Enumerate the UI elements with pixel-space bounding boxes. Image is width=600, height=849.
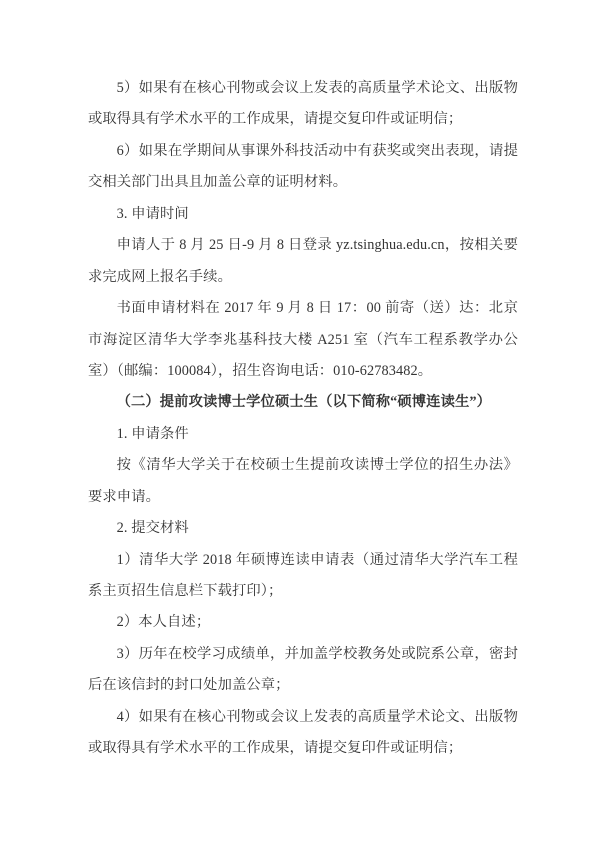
paragraph: 5）如果有在核心刊物或会议上发表的高质量学术论文、出版物或取得具有学术水平的工作成果，请提交复印件或证明信； xyxy=(88,80,518,128)
section-heading: （二）提前攻读博士学位硕士生（以下简称“硕博连读生”） xyxy=(116,394,492,411)
paragraph: 6）如果在学期间从事课外科技活动中有获奖或突出表现，请提交相关部门出具且加盖公章的证明材料。 xyxy=(88,142,518,191)
paragraph: 1）清华大学 2018 年硕博连读申请表（通过清华大学汽车工程系主页招生信息栏下载打印）； xyxy=(88,551,518,599)
paragraph: 4）如果有在核心刊物或会议上发表的高质量学术论文、出版物或取得具有学术水平的工作成果，请提交复印件或证明信； xyxy=(88,708,518,757)
paragraph: 3）历年在校学习成绩单，并加盖学校教务处或院系公章，密封后在该信封的封口处加盖公章； xyxy=(88,645,518,694)
paragraph: 2）本人自述； xyxy=(116,614,211,631)
paragraph: 按《清华大学关于在校硕士生提前攻读博士学位的招生办法》要求申请。 xyxy=(88,457,518,505)
document-content xyxy=(88,73,518,765)
paragraph: 申请人于 8 月 25 日-9 月 8 日登录 yz.tsinghua.edu.cn，按相关要求完成网上报名手续。 xyxy=(88,237,518,285)
paragraph: 2. 提交材料 xyxy=(116,520,189,537)
paragraph: 书面申请材料在 2017 年 9 月 8 日 17：00 前寄（送）达：北京市海淀区清华大学李兆基科技大楼 A251 室（汽车工程系教学办公室）（邮编：100084），招生咨询电话：010-62783482。 xyxy=(88,300,518,379)
paragraph: 3. 申请时间 xyxy=(116,205,189,222)
paragraph: 1. 申请条件 xyxy=(116,425,189,442)
